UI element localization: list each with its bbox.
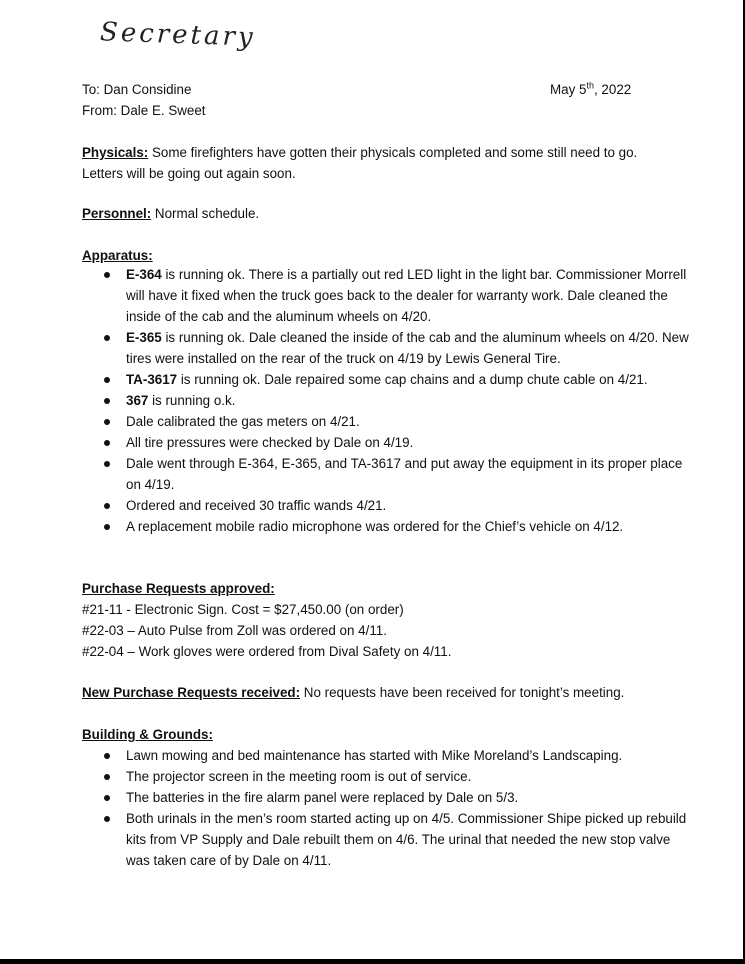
new-requests-text: No requests have been received for tonight’s meeting. — [300, 685, 625, 700]
apparatus-heading: Apparatus: — [82, 248, 153, 263]
item-text: is running o.k. — [148, 393, 236, 408]
handwritten-label: Secretary — [99, 17, 257, 53]
list-item: Both urinals in the men’s room started acting up on 4/5. Commissioner Shipe picked up rebuild kits from VP Supply and Dale rebuilt them on 4/6. The urinal that needed the new stop valve was taken care of by Dale on 4/11. — [126, 808, 692, 871]
list-item — [126, 264, 692, 327]
item-text: is running ok. There is a partially out red LED light in the light bar. Commissioner Morrell will have it fixed when the truck goes back to the dealer for warranty work. Dale cleaned the inside of the cab and the aluminum wheels on 4/20. — [126, 267, 687, 324]
list-item — [126, 390, 692, 411]
item-text: Dale went through E-364, E-365, and TA-3617 and put away the equipment in its proper place on 4/19. — [126, 456, 683, 492]
memo-date — [550, 79, 631, 100]
buildings-heading: Building & Grounds: — [82, 727, 213, 742]
list-item — [126, 411, 692, 432]
physicals-section — [82, 142, 662, 184]
item-bold: 367 — [126, 393, 149, 408]
physicals-text: Some firefighters have gotten their physicals completed and some still need to go. Letters will be going out again soon. — [82, 145, 638, 181]
item-bold: E-365 — [126, 330, 162, 345]
item-text: is running ok. Dale cleaned the inside of the cab and the aluminum wheels on 4/20. New tires were installed on the rear of the truck on 4/19 by Lewis General Tire. — [126, 330, 689, 366]
item-bold: E-364 — [126, 267, 162, 282]
purchase-line: #21-11 - Electronic Sign. Cost = $27,450.00 (on order) — [82, 602, 404, 617]
purchase-line: #22-03 – Auto Pulse from Zoll was ordered on 4/11. — [82, 623, 387, 638]
item-text: Dale calibrated the gas meters on 4/21. — [126, 414, 360, 429]
item-text: Ordered and received 30 traffic wands 4/21. — [126, 498, 387, 513]
item-bold: TA-3617 — [126, 372, 178, 387]
list-item: Lawn mowing and bed maintenance has started with Mike Moreland’s Landscaping. — [126, 745, 692, 766]
scan-bottom-edge — [0, 959, 745, 964]
personnel-text: Normal schedule. — [151, 206, 260, 221]
to-line: To: Dan Considine — [82, 82, 192, 97]
list-item — [126, 453, 692, 495]
personnel-heading: Personnel: — [82, 206, 152, 221]
buildings-list — [82, 745, 692, 871]
list-item: The projector screen in the meeting room is out of service. — [126, 766, 692, 787]
list-item: The batteries in the fire alarm panel were replaced by Dale on 5/3. — [126, 787, 692, 808]
list-item — [126, 516, 692, 537]
from-line: From: Dale E. Sweet — [82, 103, 206, 118]
apparatus-list — [82, 264, 692, 537]
purchase-approved-heading: Purchase Requests approved: — [82, 581, 275, 596]
date-suffix: th — [586, 80, 594, 91]
item-text: is running ok. Dale repaired some cap chains and a dump chute cable on 4/21. — [177, 372, 648, 387]
physicals-heading: Physicals: — [82, 145, 149, 160]
date-main: May 5 — [550, 82, 587, 97]
personnel-section — [82, 203, 259, 224]
new-requests-section — [82, 682, 624, 703]
purchase-line: #22-04 – Work gloves were ordered from Dival Safety on 4/11. — [82, 644, 452, 659]
date-year: , 2022 — [593, 82, 632, 97]
list-item — [126, 369, 692, 390]
item-text: All tire pressures were checked by Dale on 4/19. — [126, 435, 414, 450]
list-item — [126, 495, 692, 516]
new-requests-heading: New Purchase Requests received: — [82, 685, 301, 700]
list-item — [126, 432, 692, 453]
item-text: A replacement mobile radio microphone was ordered for the Chief’s vehicle on 4/12. — [126, 519, 624, 534]
list-item — [126, 327, 692, 369]
